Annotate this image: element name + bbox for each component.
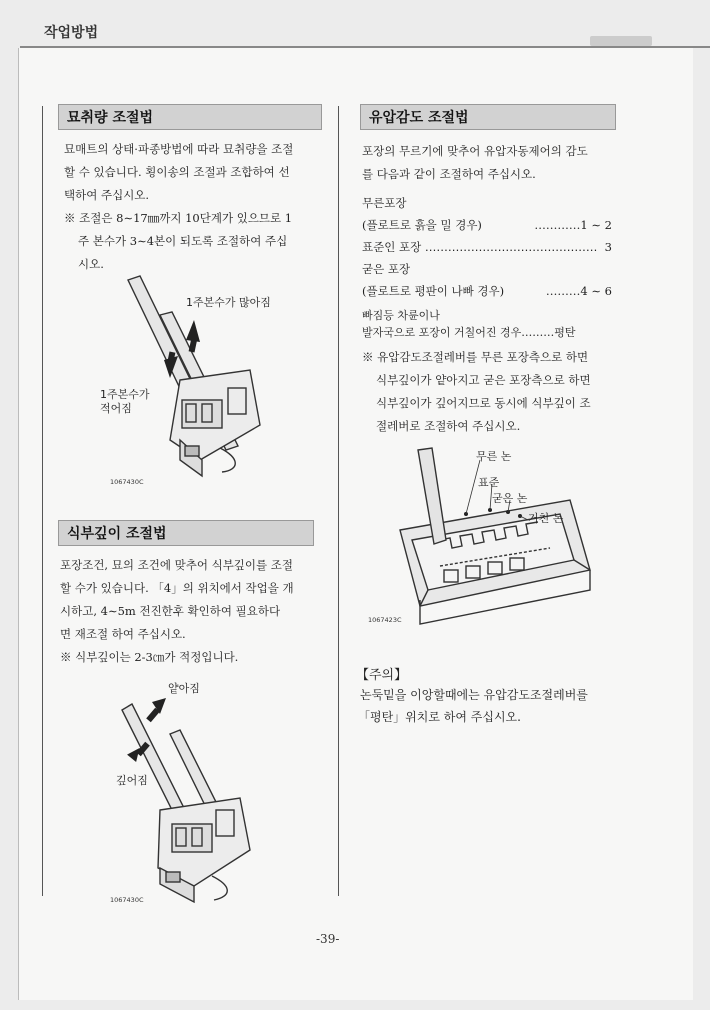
hard-field-condition: (플로트로 평판이 나빠 경우) (362, 284, 505, 298)
lever-label-standard: 표준 (478, 476, 500, 489)
standard-field-row (362, 236, 612, 258)
body-line: 포장의 무르기에 맞추어 유압자동제어의 감도 (362, 144, 588, 158)
soft-field-name: 무른포장 (362, 196, 407, 210)
section-heading-hydraulic-sensitivity (360, 104, 616, 130)
figure-label-less-1: 1주본수가 (100, 388, 150, 401)
figure-code: 1067423C (368, 616, 402, 624)
standard-field-value: 3 (604, 240, 612, 254)
planting-depth-lever-figure (100, 690, 280, 905)
right-column-rule (338, 106, 339, 896)
rough-field-line-2: 발자국으로 포장이 거칠어진 경우………평탄 (362, 326, 576, 339)
body-line: 묘매트의 상태·파종방법에 따라 묘취량을 조절 (64, 142, 294, 156)
hard-field-row (362, 280, 612, 302)
figure-label-shallower: 얕아짐 (168, 682, 200, 695)
note-line: 절레버로 조절하여 주십시오. (376, 419, 521, 433)
caution-line-1: 논둑밑을 이앙할때에는 유압감도조절레버를 (360, 688, 588, 702)
section-heading-planting-depth (58, 520, 314, 546)
section-heading-seedling-amount (58, 104, 322, 130)
standard-field-condition: 표준인 포장 ……………………………………… (362, 240, 598, 254)
left-column-rule (42, 106, 43, 896)
section-title: 유압감도 조절법 (369, 110, 469, 126)
rough-field-line-1: 빠짐등 차륜이나 (362, 309, 440, 322)
hard-field-name: 굳은 포장 (362, 262, 411, 276)
caution-line-2: 「평탄」위치로 하여 주십시오. (358, 710, 521, 724)
soft-field-condition: (플로트로 흙을 밀 경우) (362, 218, 482, 232)
note-line: ※ 유압감도조절레버를 무른 포장측으로 하면 (362, 350, 589, 364)
section-title: 묘취량 조절법 (67, 110, 154, 126)
section-intro-hydraulic (362, 140, 620, 186)
body-line: 택하여 주십시오. (64, 188, 150, 202)
body-line: 를 다음과 같이 조절하여 주십시오. (362, 167, 536, 181)
note-line: 식부깊이가 깊어지므로 동시에 식부깊이 조 (376, 396, 591, 410)
body-line: ※ 식부깊이는 2-3㎝가 적정입니다. (60, 650, 239, 664)
header-smudge (590, 36, 652, 46)
body-line: 할 수가 있습니다. 「4」의 위치에서 작업을 개 (60, 581, 294, 595)
body-line: 시오. (78, 257, 104, 271)
lever-label-soft: 무른 논 (476, 450, 512, 463)
figure-label-more: 1주본수가 많아짐 (186, 296, 271, 309)
page-number: -39- (316, 932, 340, 946)
body-line: 주 본수가 3∼4본이 되도록 조절하여 주십 (78, 234, 288, 248)
header-rule (20, 46, 710, 48)
section-body-seedling-amount (64, 138, 320, 276)
soft-field-row (362, 214, 612, 236)
note-line: 식부깊이가 얕아지고 굳은 포장측으로 하면 (376, 373, 591, 387)
lever-label-rough: 거친 논 (528, 512, 564, 525)
hard-field-value: ………4 ∼ 6 (545, 284, 612, 298)
body-line: ※ 조절은 8∼17㎜까지 10단계가 있으므로 1 (64, 211, 293, 225)
soft-field-value: …………1 ∼ 2 (534, 218, 612, 232)
hydraulic-notes (362, 346, 622, 438)
hydraulic-lever-figure (380, 440, 620, 630)
section-title: 식부깊이 조절법 (67, 526, 167, 542)
caution-title: 【주의】 (356, 668, 408, 683)
body-line: 시하고, 4∼5m 전진한후 확인하여 필요하다 (60, 604, 281, 618)
page-header-title: 작업방법 (44, 25, 99, 41)
section-body-planting-depth (60, 554, 322, 669)
figure-label-less-2: 적어짐 (100, 402, 132, 415)
body-line: 면 재조절 하여 주십시오. (60, 627, 186, 641)
figure-code: 1067430C (110, 478, 144, 486)
body-line: 할 수 있습니다. 횡이송의 조절과 조합하여 선 (64, 165, 290, 179)
lever-label-hard: 굳은 논 (492, 492, 528, 505)
figure-code: 1067430C (110, 896, 144, 904)
body-line: 포장조건, 묘의 조건에 맞추어 식부깊이를 조절 (60, 558, 294, 572)
sensitivity-list (362, 192, 612, 342)
figure-label-deeper: 깊어짐 (116, 774, 148, 787)
